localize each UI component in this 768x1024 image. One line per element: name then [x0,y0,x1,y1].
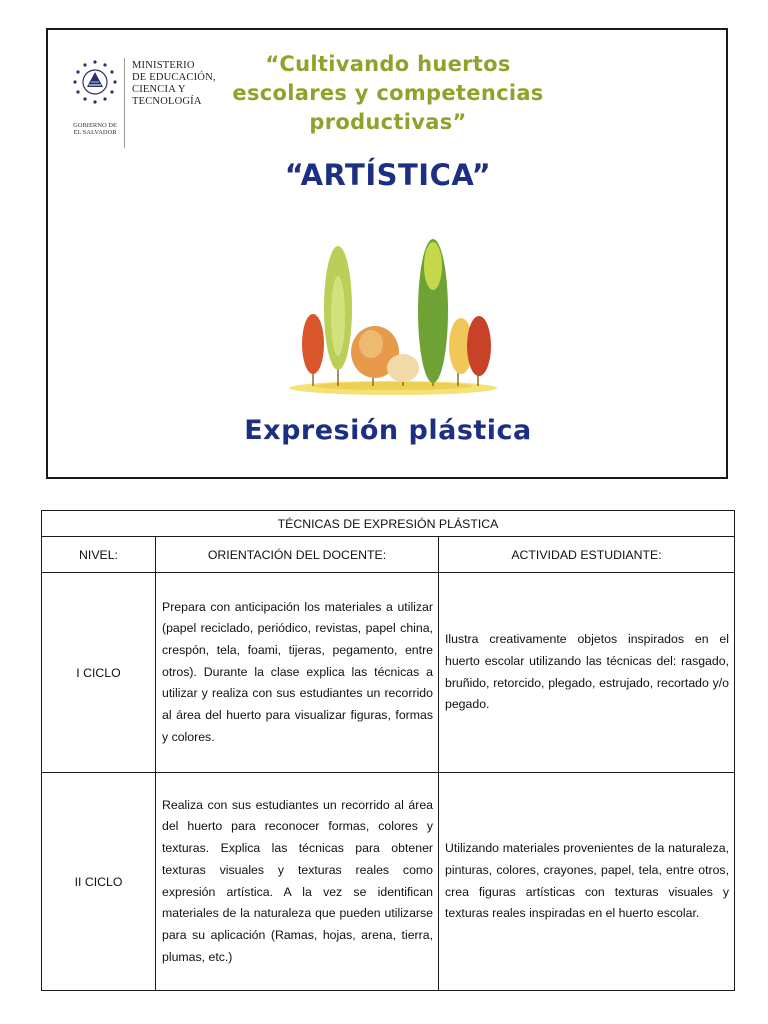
cover-frame [46,28,728,479]
ministry-line: TECNOLOGÍA [132,96,202,107]
government-line: EL SALVADOR [73,129,117,136]
logo-divider [124,58,125,148]
teacher-cell: Realiza con sus estudiantes un recorrido al área del huerto para reconocer formas, colores y texturas. Explica las técnicas para obtener texturas visuales y texturas reales como expresión artística. A la vez se identifican materiales de la naturaleza que pueden utilizarse para su aplicación (Ramas, hojas, arena, tierra, plumas, etc.) [156,773,439,991]
coat-of-arms-icon [70,58,120,110]
table-caption: TÉCNICAS DE EXPRESIÓN PLÁSTICA [42,511,735,537]
level-cell: I CICLO [42,573,156,773]
title-line: “Cultivando huertos [265,52,511,76]
level-cell: II CICLO [42,773,156,991]
header-student: ACTIVIDAD ESTUDIANTE: [439,537,735,573]
ministry-line: DE EDUCACIÓN, [132,72,216,83]
ministry-line: CIENCIA Y [132,84,186,95]
ministry-line: MINISTERIO [132,60,195,71]
trees-illustration [283,216,503,396]
table-row [42,573,735,773]
teacher-cell: Prepara con anticipación los materiales a utilizar (papel reciclado, periódico, revistas, papel china, crespón, tela, foami, tijeras, pegamento, entre otros). Durante la clase explica las técnicas a utilizar y realiza con sus estudiantes un recorrido al área del huerto para visualizar figuras, formas y colores. [156,573,439,773]
document-title [198,50,578,137]
header-level: NIVEL: [42,537,156,573]
table-row [42,773,735,991]
subject-title: “ARTÍSTICA” [284,158,492,192]
section-title: Expresión plástica [244,415,532,446]
government-line: GOBIERNO DE [73,122,117,129]
government-label [70,122,120,136]
student-cell: Ilustra creativamente objetos inspirados en el huerto escolar utilizando las técnicas del: rasgado, bruñido, retorcido, plegado, estrujado, recortado y/o pegado. [439,573,735,773]
header-teacher: ORIENTACIÓN DEL DOCENTE: [156,537,439,573]
title-line: productivas” [309,110,467,134]
student-cell: Utilizando materiales provenientes de la naturaleza, pinturas, colores, crayones, papel, tela, entre otros, crea figuras artísticas con texturas visuales y texturas reales inspiradas en el huerto escolar. [439,773,735,991]
title-line: escolares y competencias [232,81,544,105]
techniques-table [41,510,735,991]
